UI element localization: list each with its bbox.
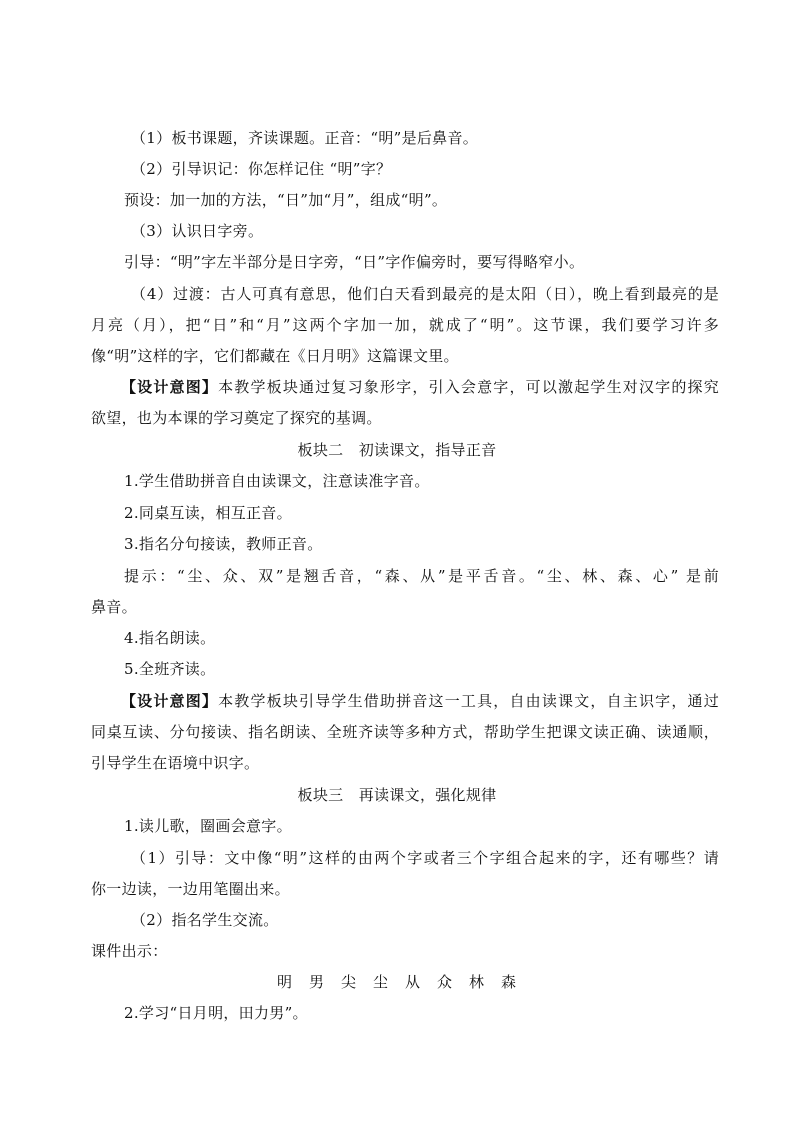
section-3-item-2: 2.学习“日月明，田力男”。 xyxy=(124,1004,308,1022)
section-3-exchange: （2）指名学生交流。 xyxy=(131,911,279,929)
design-intent-2-line-2: 同桌互读、分句接读、指名朗读、全班齐读等多种方式，帮助学生把课文读正确、读通顺， xyxy=(91,723,719,741)
section-2-item-5: 5.全班齐读。 xyxy=(124,660,216,678)
guide-radical: 引导：“明”字左半部分是日字旁，“日”字作偏旁时，要写得略窄小。 xyxy=(124,253,585,271)
section-3-guide-line-2: 你一边读，一边用笔圈出来。 xyxy=(91,880,290,898)
step-4-transition-line-3: 像“明”这样的字，它们都藏在《日月明》这篇课文里。 xyxy=(91,347,459,365)
design-intent-1-line-1 xyxy=(121,377,719,397)
preset-answer: 预设：加一加的方法，“日”加“月”，组成“明”。 xyxy=(124,191,448,209)
step-1-title: （1）板书课题，齐读课题。正音：“明”是后鼻音。 xyxy=(131,129,479,147)
design-intent-1-text: 本教学板块通过复习象形字，引入会意字，可以激起学生对汉字的探究 xyxy=(218,378,719,396)
section-2-item-2: 2.同桌互读，相互正音。 xyxy=(124,504,292,522)
design-intent-1-line-2: 欲望，也为本课的学习奠定了探究的基调。 xyxy=(91,409,382,427)
step-3-radical: （3）认识日字旁。 xyxy=(131,222,264,240)
step-4-transition-line-1: （4）过渡：古人可真有意思，他们白天看到最亮的是太阳（日），晚上看到最亮的是 xyxy=(131,285,719,303)
design-intent-2-line-1 xyxy=(121,691,719,711)
courseware-label: 课件出示： xyxy=(91,942,168,960)
pronunciation-tip-line-1: 提示：“尘、众、双”是翘舌音，“森、从”是平舌音。“尘、林、森、心” 是前 xyxy=(124,567,719,585)
design-intent-2-line-3: 引导学生在语境中识字。 xyxy=(91,754,260,772)
design-intent-label: 【设计意图】 xyxy=(121,378,219,396)
pronunciation-tip-line-2: 鼻音。 xyxy=(91,598,137,616)
step-4-transition-line-2: 月亮（月），把“日”和“月”这两个字加一加，就成了“明”。这节课，我们要学习许多 xyxy=(91,316,719,334)
character-list: 明 男 尖 尘 从 众 林 森 xyxy=(276,973,517,991)
section-3-heading: 板块三 再读课文，强化规律 xyxy=(297,786,497,804)
section-3-guide-line-1: （1）引导：文中像“明”这样的由两个字或者三个字组合起来的字，还有哪些？请 xyxy=(131,849,719,867)
section-2-item-4: 4.指名朗读。 xyxy=(124,629,216,647)
design-intent-2-text: 本教学板块引导学生借助拼音这一工具，自由读课文，自主识字，通过 xyxy=(218,692,719,710)
step-2-recognize: （2）引导识记：你怎样记住 “明”字？ xyxy=(131,160,392,178)
section-2-heading: 板块二 初读课文，指导正音 xyxy=(297,441,497,459)
section-3-item-1: 1.读儿歌，圈画会意字。 xyxy=(124,817,292,835)
section-2-item-1: 1.学生借助拼音自由读课文，注意读准字音。 xyxy=(124,472,430,490)
section-2-item-3: 3.指名分句接读，教师正音。 xyxy=(124,535,323,553)
design-intent-label: 【设计意图】 xyxy=(121,692,219,710)
